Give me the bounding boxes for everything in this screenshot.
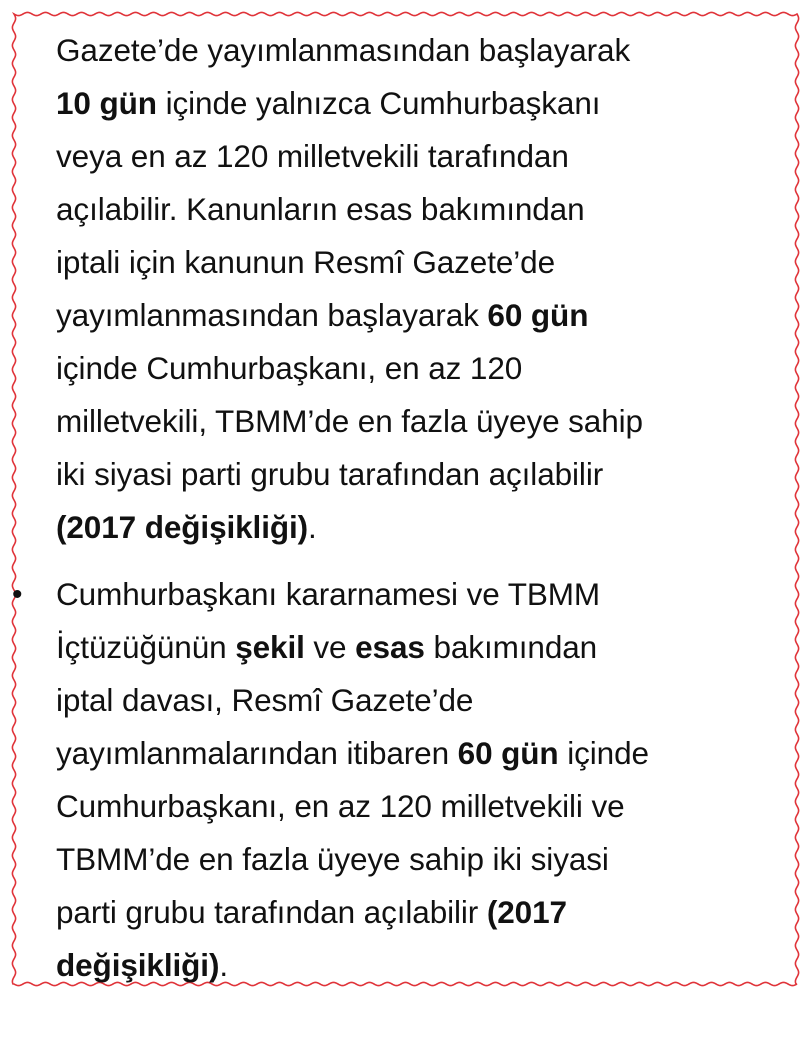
text-line: (2017 değişikliği). [56, 509, 317, 545]
paragraph-constitutional-review-laws [56, 24, 776, 554]
emphasis: 60 gün [487, 297, 589, 333]
emphasis: değişikliği) [56, 947, 220, 983]
text-line: iptali için kanunun Resmî Gazete’de [56, 244, 556, 280]
bullet-item-decree-review [12, 568, 776, 992]
text-line: İçtüzüğünün şekil ve esas bakımından [56, 629, 598, 665]
emphasis: şekil [235, 629, 305, 665]
emphasis: esas [355, 629, 425, 665]
emphasis: 60 gün [457, 735, 559, 771]
text-line: parti grubu tarafından açılabilir (2017 [56, 894, 567, 930]
emphasis: (2017 [486, 894, 567, 930]
emphasis: (2017 değişikliği) [56, 509, 309, 545]
text-line: 10 gün içinde yalnızca Cumhurbaşkanı [56, 85, 601, 121]
text-line: Cumhurbaşkanı, en az 120 milletvekili ve [56, 788, 625, 824]
text-line: milletvekili, TBMM’de en fazla üyeye sahip [56, 403, 643, 439]
text-line: veya en az 120 milletvekili tarafından [56, 138, 569, 174]
text-line: açılabilir. Kanunların esas bakımından [56, 191, 585, 227]
text-line: Cumhurbaşkanı kararnamesi ve TBMM [56, 576, 601, 612]
emphasis: 10 gün [56, 85, 157, 121]
text-line: iptal davası, Resmî Gazete’de [56, 682, 474, 718]
text-line: yayımlanmalarından itibaren 60 gün içinde [56, 735, 649, 771]
text-line: Gazete’de yayımlanmasından başlayarak [56, 32, 631, 68]
text-line: TBMM’de en fazla üyeye sahip iki siyasi [56, 841, 609, 877]
text-body [12, 24, 776, 992]
text-line: yayımlanmasından başlayarak 60 gün [56, 297, 589, 333]
text-line: değişikliği). [56, 947, 228, 983]
text-line: iki siyasi parti grubu tarafından açılabilir [56, 456, 604, 492]
bullet-icon: • [12, 578, 23, 611]
text-line: içinde Cumhurbaşkanı, en az 120 [56, 350, 523, 386]
